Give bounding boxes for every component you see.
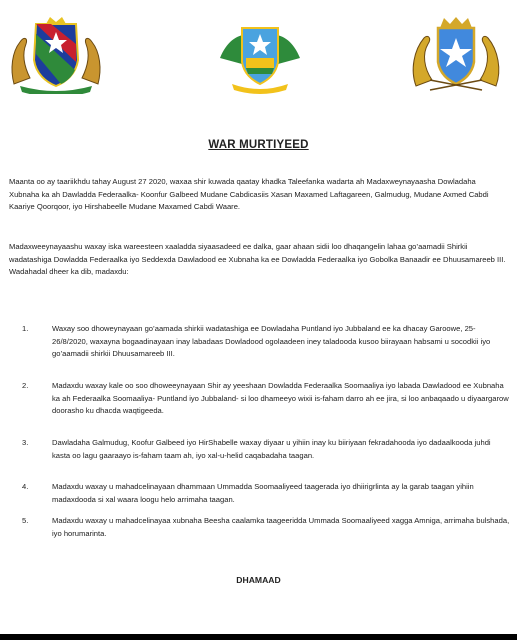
list-item (22, 323, 510, 361)
closing-text: DHAMAAD (236, 575, 281, 585)
list-item (22, 481, 510, 506)
list-item (22, 380, 510, 418)
list-item (22, 515, 510, 540)
item-number: 1. (22, 324, 29, 333)
intro-paragraph: Maanta oo ay taariikhdu tahay August 27 2020, waxaa shir kuwada qaatay khadka Taleefanka wadarta ah Madaxweynayaasha Dowladaha Xubnaha ka ah Dawladda Federaalka- Koonfur Galbeed Mudane Cabdicasiis Xasan Maxamed Laftagareen, Galmudug, Mudane Axmed Cabdi Kaariye Qoorqoor, iyo Hirshabeelle Mudane Maxamed Cabdi Waare. (9, 177, 489, 212)
item-text: Dawladaha Galmudug, Koofur Galbeed iyo HirShabelle waxay diyaar u yihiin inay ku biiriyaan fekradahooda iyo dadaalkooda juhdi kasta oo lagu gaaraayo is-faham taam ah, iyo xal-u-helid caqabadaha taagan. (52, 438, 491, 460)
item-number: 2. (22, 381, 29, 390)
bottom-border (0, 634, 517, 640)
item-number: 3. (22, 438, 29, 447)
item-text: Madaxdu waxay u mahadcelinayaan dhammaan Ummadda Soomaaliyeed taagerada iyo dhiirigrlinta ay la garab taagan yihiin madaxdooda si xal waara loogu helo arrimaha taagan. (52, 482, 474, 504)
item-text: Waxay soo dhoweynayaan go’aamada shirkii wadatashiga ee Dowladaha Puntland iyo Jubbaland ee ka dhacay Garoowe, 25-26/8/2020, waxayna bogaadinayaan inay labadaas Dowladood ogolaadeen iney taladooda kusoo biirayaan habsami u socodkii iyo go’aamadii shirkii Dhuusamareeb III. (52, 324, 491, 359)
item-number: 4. (22, 482, 29, 491)
hirshabelle-emblem (210, 18, 310, 98)
document-title: WAR MURTIYEED (208, 139, 309, 151)
discussion-paragraph: Madaxweeynayaashu waxay iska wareesteen xaaladda siyaasadeed ee dalka, gaar ahaan sidii loo dhaqangelin lahaa go’aamadii Shirkii wadatashiga Dowladda Federaalka iyo Seddexda Dawladood ee Xubnaha ka ee Dowladda Federaalka iyo Gobolka Banaadir ee Dhuusamareeb III. Wadahadal dheer ka dib, madaxdu: (9, 242, 506, 277)
item-text: Madaxdu waxay kale oo soo dhoweeynayaan Shir ay yeeshaan Dowladda Federaalka Soomaaliya iyo labada Dawladood ee Xubnaha ka ah Federaalka Soomaaliya- Puntland iyo Jubbaland- si loo dhameeyo wixii is-faham darro ah ee jira, si loo anbaqaado u diyaargarow doorasho ku dhacda waqtigeeda. (52, 381, 509, 416)
somalia-emblem (406, 14, 506, 94)
list-item (22, 437, 510, 462)
item-number: 5. (22, 516, 29, 525)
galmudug-emblem (6, 14, 106, 94)
item-text: Madaxdu waxay u mahadcelinayaa xubnaha Beesha caalamka taageeridda Ummada Soomaaliyeed xagga Amniga, arrimaha bulshada, iyo horumarinta. (52, 516, 510, 538)
